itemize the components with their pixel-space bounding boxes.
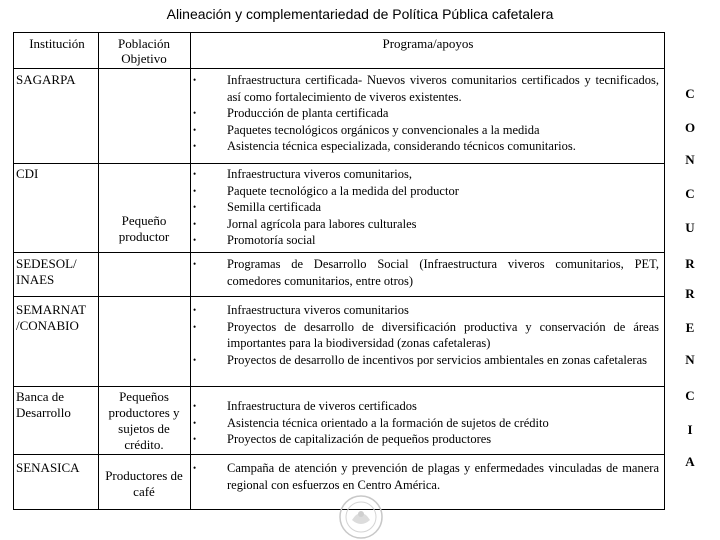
header-programa: Programa/apoyos — [382, 36, 474, 51]
poblacion-productores-cafe — [100, 468, 188, 500]
program-item-text: Producción de planta certificada — [227, 106, 389, 120]
program-item — [193, 431, 659, 448]
program-item — [193, 232, 659, 249]
poblacion-line: Productores de — [105, 468, 183, 483]
program-item-text: Paquetes tecnológicos orgánicos y convencionales a la medida — [227, 122, 540, 137]
institution-semarnat — [16, 302, 86, 334]
programs-cdi — [193, 166, 659, 249]
program-item — [193, 183, 659, 200]
institution-sagarpa — [16, 72, 76, 88]
poblacion-line: Pequeño — [121, 213, 167, 228]
program-item — [193, 138, 659, 155]
bullet-icon: • — [193, 417, 197, 428]
side-letter: R — [685, 256, 695, 271]
side-letter: O — [684, 120, 696, 135]
seal-watermark-icon — [338, 494, 384, 540]
program-item — [193, 122, 659, 139]
program-item-text: Asistencia técnica especializada, considerando técnicos comunitarios. — [227, 139, 576, 153]
programs-senasica — [193, 460, 659, 493]
row-divider — [13, 386, 665, 387]
bullet-icon: • — [193, 259, 197, 269]
side-letter: C — [685, 86, 695, 101]
poblacion-line: sujetos de — [118, 421, 170, 436]
col-divider — [98, 32, 99, 510]
program-item-text: Promotoría social — [227, 233, 316, 247]
header-poblacion — [100, 36, 188, 66]
programs-banca — [193, 398, 659, 448]
institution-line: Banca de — [16, 389, 65, 404]
program-item-text: Infraestructura de viveros certificados — [227, 399, 417, 413]
header-institucion: Institución — [29, 36, 85, 51]
program-item-text: Proyectos de capitalización de pequeños productores — [227, 432, 492, 446]
program-item — [193, 415, 659, 432]
institution-line: SEMARNAT — [16, 302, 87, 317]
side-letter: U — [685, 220, 695, 235]
institution-line: SENASICA — [16, 460, 80, 475]
program-item-text: Semilla certificada — [227, 200, 322, 214]
bullet-icon: • — [193, 401, 197, 411]
program-item — [193, 72, 659, 105]
institution-line: SAGARPA — [16, 72, 76, 87]
program-item-text: Infraestructura viveros comunitarios — [227, 303, 409, 317]
bullet-icon: • — [193, 75, 197, 85]
header-divider — [13, 68, 665, 69]
row-divider — [13, 163, 665, 164]
bullet-icon: • — [193, 218, 197, 229]
row-divider — [13, 296, 665, 297]
header-poblacion-line: Objetivo — [121, 51, 167, 66]
bullet-icon: • — [193, 305, 197, 315]
program-item-text: Proyectos de desarrollo de diversificación productiva y conservación de áreas importantes para la biodiversidad (zonas cafetaleras) — [227, 319, 659, 350]
program-item-text: Campaña de atención y prevención de plagas y enfermedades vinculadas de manera regional con esfuerzos en Centro América. — [227, 461, 659, 492]
bullet-icon: • — [193, 202, 197, 212]
institution-line: Desarrollo — [16, 405, 71, 420]
side-letter: N — [685, 152, 695, 167]
program-item-text: Infraestructura certificada- Nuevos viveros comunitarios certificados y tecnificados, así como fortalecimiento de viveros existentes. — [227, 73, 659, 104]
side-letter: A — [685, 454, 695, 469]
bullet-icon: • — [193, 141, 197, 151]
side-letter: R — [685, 286, 695, 301]
poblacion-pequenos-productores — [100, 389, 188, 453]
side-letter: I — [687, 422, 693, 437]
institution-line: CDI — [16, 166, 39, 181]
programs-sagarpa — [193, 72, 659, 155]
institution-cdi — [16, 166, 38, 182]
program-item — [193, 105, 659, 122]
program-item — [193, 199, 659, 216]
poblacion-line: Pequeños — [119, 389, 169, 404]
bullet-icon: • — [193, 169, 197, 179]
programs-semarnat — [193, 302, 659, 368]
institution-line: INAES — [16, 272, 55, 287]
bullet-icon: • — [193, 463, 197, 473]
side-letter: C — [685, 388, 695, 403]
poblacion-line: productor — [118, 229, 170, 244]
row-divider — [13, 252, 665, 253]
poblacion-line: crédito. — [124, 437, 164, 452]
program-item-text: Infraestructura viveros comunitarios, — [227, 167, 413, 181]
program-item — [193, 319, 659, 352]
header-poblacion-line: Población — [118, 36, 170, 51]
program-item-text: Proyectos de desarrollo de incentivos por servicios ambientales en zonas cafetaleras — [227, 352, 647, 367]
institution-sedesol — [16, 256, 77, 288]
institution-line: SEDESOL/ — [16, 256, 77, 271]
poblacion-line: café — [133, 484, 155, 499]
institution-senasica — [16, 460, 80, 476]
programs-sedesol — [193, 256, 659, 289]
bullet-icon: • — [193, 124, 197, 135]
program-item-text: Paquete tecnológico a la medida del productor — [227, 183, 459, 198]
side-letter: N — [685, 352, 695, 367]
program-item — [193, 398, 659, 415]
program-item-text: Asistencia técnica orientado a la formación de sujetos de crédito — [227, 415, 549, 430]
program-item — [193, 256, 659, 289]
bullet-icon: • — [193, 321, 197, 332]
program-item-text: Programas de Desarrollo Social (Infraestructura viveros comunitarios, PET, comedores comunitarios, entre otros) — [227, 257, 659, 288]
bullet-icon: • — [193, 185, 197, 196]
row-divider — [13, 454, 665, 455]
side-letter: C — [685, 186, 695, 201]
program-item — [193, 352, 659, 369]
program-item — [193, 216, 659, 233]
poblacion-line: productores y — [108, 405, 180, 420]
program-item — [193, 166, 659, 183]
bullet-icon: • — [193, 235, 197, 245]
col-divider — [190, 32, 191, 510]
program-item-text: Jornal agrícola para labores culturales — [227, 216, 417, 231]
program-item — [193, 460, 659, 493]
institution-banca — [16, 389, 71, 421]
program-item — [193, 302, 659, 319]
institution-line: /CONABIO — [16, 318, 79, 333]
bullet-icon: • — [193, 434, 197, 444]
page-title: Alineación y complementariedad de Política Pública cafetalera — [166, 6, 554, 22]
side-label-concurrencia — [668, 80, 712, 480]
bullet-icon: • — [193, 108, 197, 118]
side-letter: E — [685, 320, 695, 335]
poblacion-pequeno-productor — [100, 213, 188, 245]
bullet-icon: • — [193, 354, 197, 365]
